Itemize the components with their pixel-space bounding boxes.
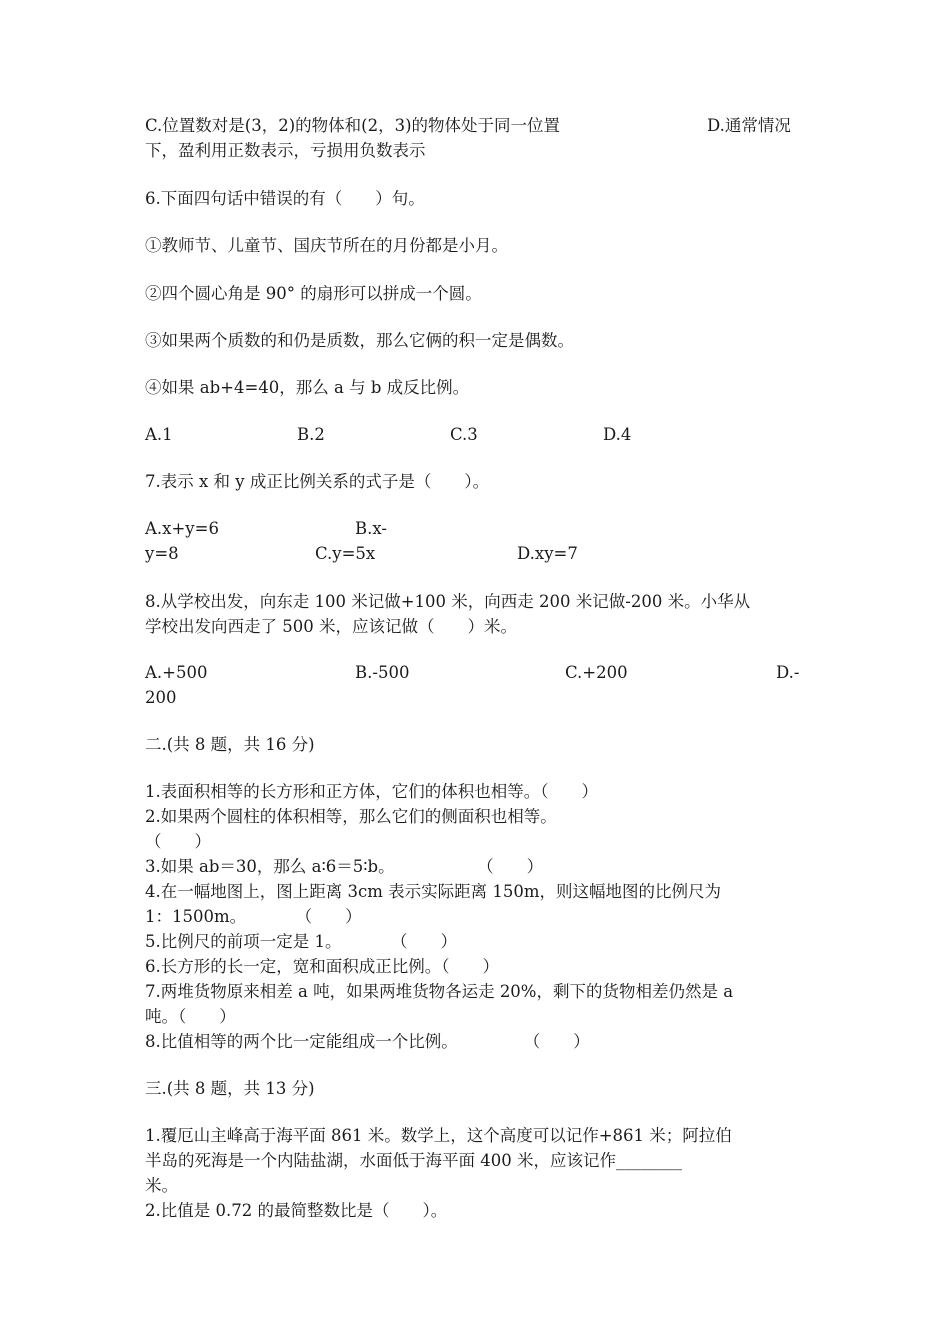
s3-line-2: 半岛的死海是一个内陆盐湖，水面低于海平面 400 米，应该记作________ <box>145 1151 682 1170</box>
q6-option-b: B.2 <box>297 425 325 444</box>
q7-option-b-cont: y=8 <box>145 544 179 563</box>
s2-line-10: 吨。（ ） <box>145 1007 236 1026</box>
q7-stem: 7.表示 x 和 y 成正比例关系的式子是（ ）。 <box>145 472 490 491</box>
s2-line-1: 1.表面积相等的长方形和正方体，它们的体积也相等。（ ） <box>145 782 598 801</box>
q7-option-a: A.x+y=6 <box>145 519 219 538</box>
q6-option-d: D.4 <box>603 425 632 444</box>
s2-line-9: 7.两堆货物原来相差 a 吨，如果两堆货物各运走 20%，剩下的货物相差仍然是 a <box>145 982 734 1001</box>
s2-line-5: 4.在一幅地图上，图上距离 3cm 表示实际距离 150m，则这幅地图的比例尺为 <box>145 882 722 901</box>
q8-stem-line-1: 8.从学校出发，向东走 100 米记做+100 米，向西走 200 米记做-200 米。小华从 <box>145 592 751 611</box>
q7-option-c: C.y=5x <box>315 544 376 563</box>
q5-option-d-cont: 下，盈利用正数表示，亏损用负数表示 <box>145 141 426 160</box>
q6-statement-4: ④如果 ab+4=40，那么 a 与 b 成反比例。 <box>145 378 470 397</box>
q8-option-d-cont: 200 <box>145 688 177 707</box>
s2-line-4: 3.如果 ab＝30，那么 a∶6＝5∶b。 （ ） <box>145 857 544 876</box>
q5-option-c: C.位置数对是(3，2)的物体和(2，3)的物体处于同一位置 <box>145 116 561 135</box>
s3-line-1: 1.覆厄山主峰高于海平面 861 米。数学上，这个高度可以记作+861 米；阿拉伯 <box>145 1126 732 1145</box>
q6-stem: 6.下面四句话中错误的有（ ）句。 <box>145 189 425 208</box>
s2-line-6: 1：1500m。 （ ） <box>145 907 362 926</box>
q8-stem-line-2: 学校出发向西走了 500 米，应该记做（ ）米。 <box>145 617 517 636</box>
q8-option-c: C.+200 <box>565 663 628 682</box>
section-2-heading: 二.(共 8 题，共 16 分) <box>145 735 315 754</box>
s2-line-11: 8.比值相等的两个比一定能组成一个比例。 （ ） <box>145 1032 590 1051</box>
q6-statement-2: ②四个圆心角是 90° 的扇形可以拼成一个圆。 <box>145 284 482 303</box>
q7-option-d: D.xy=7 <box>517 544 578 563</box>
s3-line-3: 米。 <box>145 1176 178 1195</box>
q6-statement-1: ①教师节、儿童节、国庆节所在的月份都是小月。 <box>145 236 508 255</box>
q8-option-d: D.- <box>776 663 800 682</box>
q6-option-a: A.1 <box>145 425 173 444</box>
q8-option-a: A.+500 <box>145 663 208 682</box>
section-3-heading: 三.(共 8 题，共 13 分) <box>145 1079 315 1098</box>
s2-line-7: 5.比例尺的前项一定是 1。 （ ） <box>145 932 457 951</box>
s2-line-2: 2.如果两个圆柱的体积相等，那么它们的侧面积也相等。 <box>145 807 557 826</box>
s2-line-8: 6.长方形的长一定，宽和面积成正比例。（ ） <box>145 957 499 976</box>
q6-option-c: C.3 <box>450 425 478 444</box>
q5-option-d: D.通常情况 <box>707 116 791 135</box>
s2-line-3: （ ） <box>145 832 211 851</box>
q8-option-b: B.-500 <box>355 663 410 682</box>
q7-option-b: B.x- <box>355 519 387 538</box>
s3-line-4: 2.比值是 0.72 的最简整数比是（ ）。 <box>145 1201 448 1220</box>
q6-statement-3: ③如果两个质数的和仍是质数，那么它俩的积一定是偶数。 <box>145 331 574 350</box>
